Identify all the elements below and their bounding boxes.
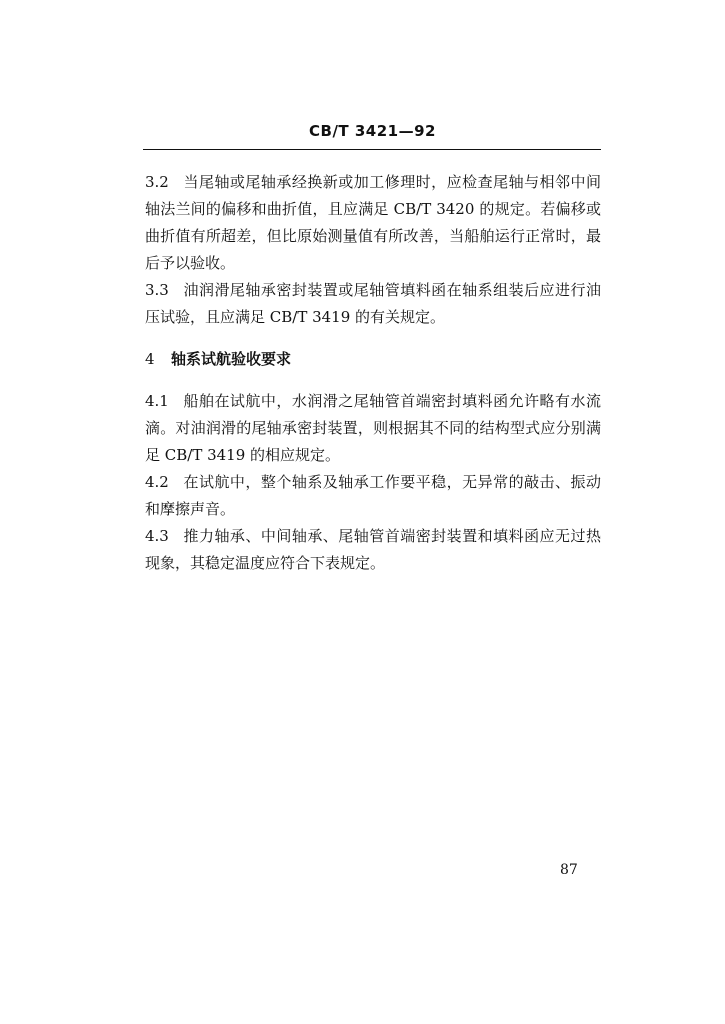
- clause-4-1: [145, 388, 601, 469]
- clause-4-3: [145, 523, 601, 577]
- clause-text: 在试航中，整个轴系及轴承工作要平稳，无异常的敲击、振动和摩擦声音。: [145, 473, 601, 518]
- standard-code-header: CB/T 3421—92: [309, 122, 436, 140]
- clause-number: 4.2: [145, 473, 169, 491]
- page-body: [145, 169, 601, 577]
- clause-number: 3.2: [145, 173, 169, 191]
- clause-text: 船舶在试航中，水润滑之尾轴管首端密封填料函允许略有水流滴。对油润滑的尾轴承密封装置，则根据其不同的结构型式应分别满足 CB/T 3419 的相应规定。: [145, 392, 601, 464]
- clause-text: 当尾轴或尾轴承经换新或加工修理时，应检查尾轴与相邻中间轴法兰间的偏移和曲折值，且应满足 CB/T 3420 的规定。若偏移或曲折值有所超差，但比原始测量值有所改善，当船舶运行正常时，最后予以验收。: [145, 173, 601, 272]
- section-title: 轴系试航验收要求: [171, 350, 292, 368]
- clause-3-2: [145, 169, 601, 277]
- clause-3-3: [145, 277, 601, 331]
- clause-number: 3.3: [145, 281, 169, 299]
- section-number: 4: [145, 350, 155, 368]
- clause-text: 推力轴承、中间轴承、尾轴管首端密封装置和填料函应无过热现象，其稳定温度应符合下表规定。: [145, 527, 601, 572]
- clause-4-2: [145, 469, 601, 523]
- clause-number: 4.3: [145, 527, 169, 545]
- header-rule: [143, 149, 601, 150]
- section-4-heading: [145, 346, 601, 373]
- clause-number: 4.1: [145, 392, 169, 410]
- page-number: 87: [560, 862, 578, 878]
- clause-text: 油润滑尾轴承密封装置或尾轴管填料函在轴系组装后应进行油压试验，且应满足 CB/T 3419 的有关规定。: [145, 281, 601, 326]
